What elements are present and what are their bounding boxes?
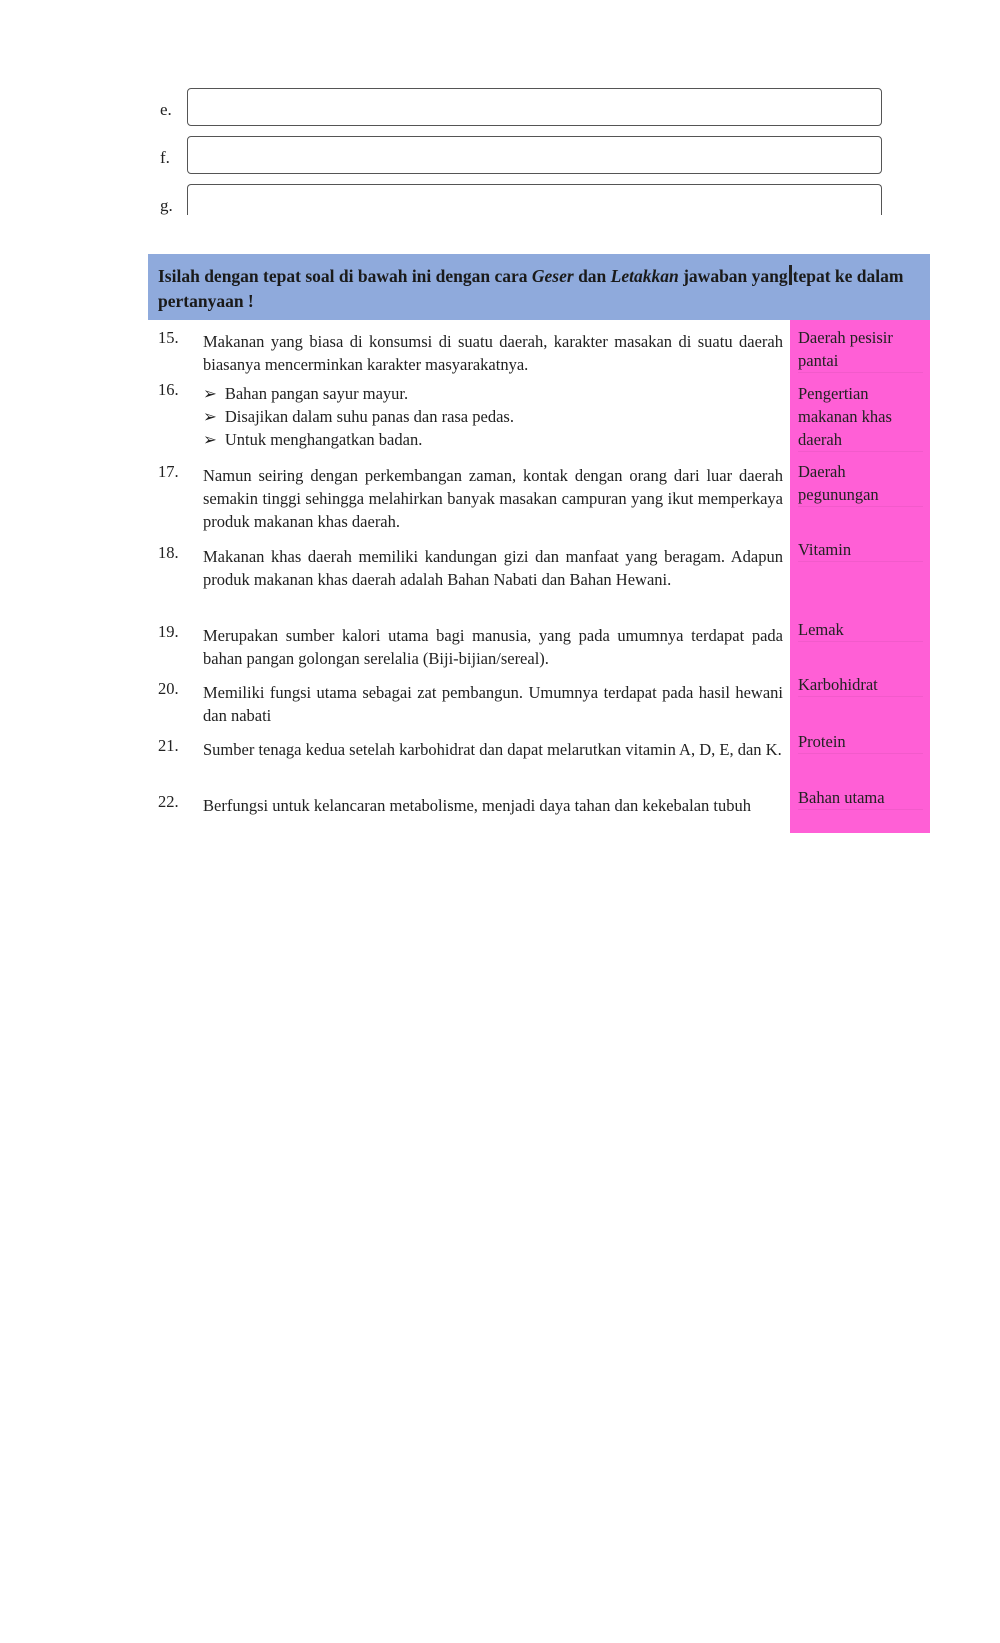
answer-input-f[interactable]: [187, 136, 882, 174]
text-cursor: [789, 265, 792, 285]
answer-letter: e.: [160, 100, 172, 119]
answer-input-g[interactable]: [187, 184, 882, 215]
instruction-text-3: jawaban yang: [678, 266, 788, 286]
instruction-text-1: Isilah dengan tepat soal di bawah ini dengan cara: [158, 266, 532, 286]
instruction-text-4: tepat ke dalam pertanyaan !: [158, 266, 904, 311]
question-text: Berfungsi untuk kelancaran metabolisme, menjadi daya tahan dan kekebalan tubuh: [203, 796, 751, 815]
bullet-item: ➢ Bahan pangan sayur mayur.: [203, 382, 783, 405]
instruction-text-2: dan: [573, 266, 611, 286]
answer-input-e[interactable]: [187, 88, 882, 126]
bullet-item: ➢ Disajikan dalam suhu panas dan rasa pedas.: [203, 405, 783, 428]
option-bahan-utama[interactable]: Bahan utama: [798, 786, 923, 810]
bullet-item: ➢ Untuk menghangatkan badan.: [203, 428, 783, 451]
option-karbohidrat[interactable]: Karbohidrat: [798, 673, 923, 697]
option-lemak[interactable]: Lemak: [798, 618, 923, 642]
option-vitamin[interactable]: Vitamin: [798, 538, 923, 562]
instruction-letakkan: Letakkan: [610, 266, 679, 286]
option-daerah-pegunungan[interactable]: Daerah pegunungan: [798, 460, 923, 507]
instruction-geser: Geser: [531, 266, 574, 286]
question-number: 19.: [158, 622, 179, 641]
instruction-header: [148, 254, 930, 320]
question-text: Sumber tenaga kedua setelah karbohidrat dan dapat melarutkan vitamin A, D, E, dan K.: [203, 740, 782, 759]
option-pengertian-makanan-khas-daerah[interactable]: Pengertian makanan khas daerah: [798, 382, 923, 452]
question-number: 16.: [158, 380, 179, 399]
question-number: 17.: [158, 462, 179, 481]
question-number: 21.: [158, 736, 179, 755]
option-protein[interactable]: Protein: [798, 730, 923, 754]
question-text: Merupakan sumber kalori utama bagi manusia, yang pada umumnya terdapat pada bahan pangan golongan serelalia (Biji-bijian/sereal).: [203, 626, 783, 668]
question-number: 22.: [158, 792, 179, 811]
answer-letter: g.: [160, 196, 173, 215]
question-text: Memiliki fungsi utama sebagai zat pembangun. Umumnya terdapat pada hasil hewani dan nabati: [203, 683, 783, 725]
answer-letter: f.: [160, 148, 170, 167]
option-daerah-pesisir-pantai[interactable]: Daerah pesisir pantai: [798, 326, 923, 373]
question-text: Makanan yang biasa di konsumsi di suatu daerah, karakter masakan di suatu daerah biasanya mencerminkan karakter masyarakatnya.: [203, 332, 783, 374]
question-text: Makanan khas daerah memiliki kandungan gizi dan manfaat yang beragam. Adapun produk makanan khas daerah adalah Bahan Nabati dan Bahan Hewani.: [203, 547, 783, 589]
question-text: Namun seiring dengan perkembangan zaman, kontak dengan orang dari luar daerah semakin tinggi sehingga melahirkan banyak masakan campuran yang ikut memperkaya produk makanan khas daerah.: [203, 466, 783, 531]
question-number: 15.: [158, 328, 179, 347]
question-number: 18.: [158, 543, 179, 562]
question-number: 20.: [158, 679, 179, 698]
question-bullets: [203, 382, 783, 451]
